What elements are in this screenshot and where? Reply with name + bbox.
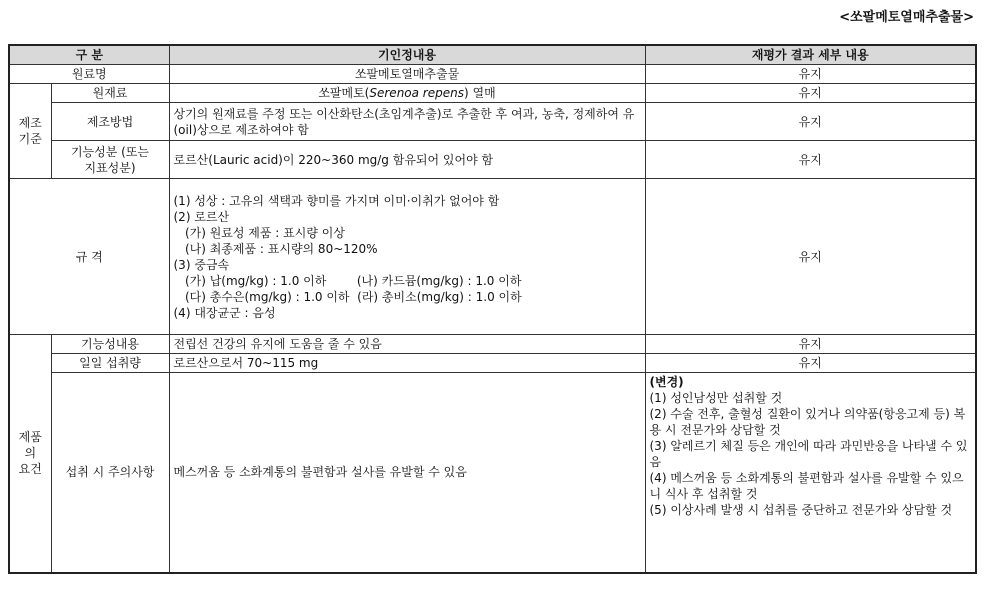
spec-line: (4) 대장균군 : 음성: [173, 305, 276, 320]
caution-item: (1) 성인남성만 섭취할 것: [649, 391, 783, 405]
raw-material-scientific-name: Serenoa repens: [369, 86, 464, 100]
raw-material-content: [169, 84, 645, 103]
header-row: [9, 45, 976, 65]
table-row: [9, 65, 976, 84]
row-label-spec: 규 격: [9, 179, 169, 335]
row-label-caution: 섭취 시 주의사항: [51, 373, 169, 573]
table-row: [9, 179, 976, 335]
change-note-heading: (변경): [649, 375, 684, 389]
raw-material-suffix: ) 열매: [463, 86, 496, 100]
table-row: [9, 103, 976, 141]
daily-intake-result: 유지: [645, 354, 976, 373]
function-content-result: 유지: [645, 335, 976, 354]
table-row: [9, 84, 976, 103]
row-label-raw-name: 원료명: [9, 65, 169, 84]
table-row: [9, 354, 976, 373]
table-row: [9, 373, 976, 573]
raw-name-result: 유지: [645, 65, 976, 84]
header-content: 기인정내용: [169, 45, 645, 65]
group-label-manufacture: 제조 기준: [9, 84, 51, 179]
spec-content: [169, 179, 645, 335]
functional-component-result: 유지: [645, 141, 976, 179]
spec-line: (1) 성상 : 고유의 색택과 향미를 가지며 이미·이취가 없어야 함: [173, 193, 500, 208]
spec-line: (가) 원료성 제품 : 표시량 이상: [173, 225, 345, 240]
daily-intake-content: 로르산으로서 70~115 mg: [169, 354, 645, 373]
caution-item: (5) 이상사례 발생 시 섭취를 중단하고 전문가와 상담할 것: [649, 503, 953, 517]
caution-content: 메스꺼움 등 소화계통의 불편함과 설사를 유발할 수 있음: [169, 373, 645, 573]
header-result: 재평가 결과 세부 내용: [645, 45, 976, 65]
group-label-product: 제품 의 요건: [9, 335, 51, 573]
function-content: 전립선 건강의 유지에 도움을 줄 수 있음: [169, 335, 645, 354]
spec-line: (가) 납(mg/kg) : 1.0 이하 (나) 카드뮴(mg/kg) : 1.0 이하: [173, 273, 522, 288]
functional-component-content: 로르산(Lauric acid)이 220~360 mg/g 함유되어 있어야 함: [169, 141, 645, 179]
raw-material-prefix: 쏘팔메토(: [318, 86, 370, 100]
raw-name-content: 쏘팔메토열매추출물: [169, 65, 645, 84]
row-label-functional-component: 기능성분 (또는 지표성분): [51, 141, 169, 179]
header-category: 구 분: [9, 45, 169, 65]
spec-line: (다) 총수은(mg/kg) : 1.0 이하 (라) 총비소(mg/kg) : 1.0 이하: [173, 289, 522, 304]
row-label-raw-material: 원재료: [51, 84, 169, 103]
method-content: 상기의 원재료를 주정 또는 이산화탄소(초임계추출)로 추출한 후 여과, 농축, 정제하여 유(oil)상으로 제조하여야 함: [169, 103, 645, 141]
method-result: 유지: [645, 103, 976, 141]
caution-item: (2) 수술 전후, 출혈성 질환이 있거나 의약품(항응고제 등) 복용 시 전문가와 상담할 것: [649, 407, 966, 437]
table-row: [9, 335, 976, 354]
row-label-daily-intake: 일일 섭취량: [51, 354, 169, 373]
spec-line: (2) 로르산: [173, 209, 230, 224]
row-label-method: 제조방법: [51, 103, 169, 141]
document-title: <쏘팔메토열매추출물>: [839, 10, 974, 25]
row-label-function-content: 기능성내용: [51, 335, 169, 354]
raw-material-result: 유지: [645, 84, 976, 103]
caution-result: [645, 373, 976, 573]
spec-result: 유지: [645, 179, 976, 335]
spec-line: (나) 최종제품 : 표시량의 80~120%: [173, 241, 378, 256]
caution-item: (3) 알레르기 체질 등은 개인에 따라 과민반응을 나타낼 수 있음: [649, 439, 968, 469]
specification-table: [8, 44, 977, 574]
table-row: [9, 141, 976, 179]
spec-line: (3) 중금속: [173, 257, 230, 272]
caution-item: (4) 메스꺼움 등 소화계통의 불편함과 설사를 유발할 수 있으니 식사 후 섭취할 것: [649, 471, 964, 501]
